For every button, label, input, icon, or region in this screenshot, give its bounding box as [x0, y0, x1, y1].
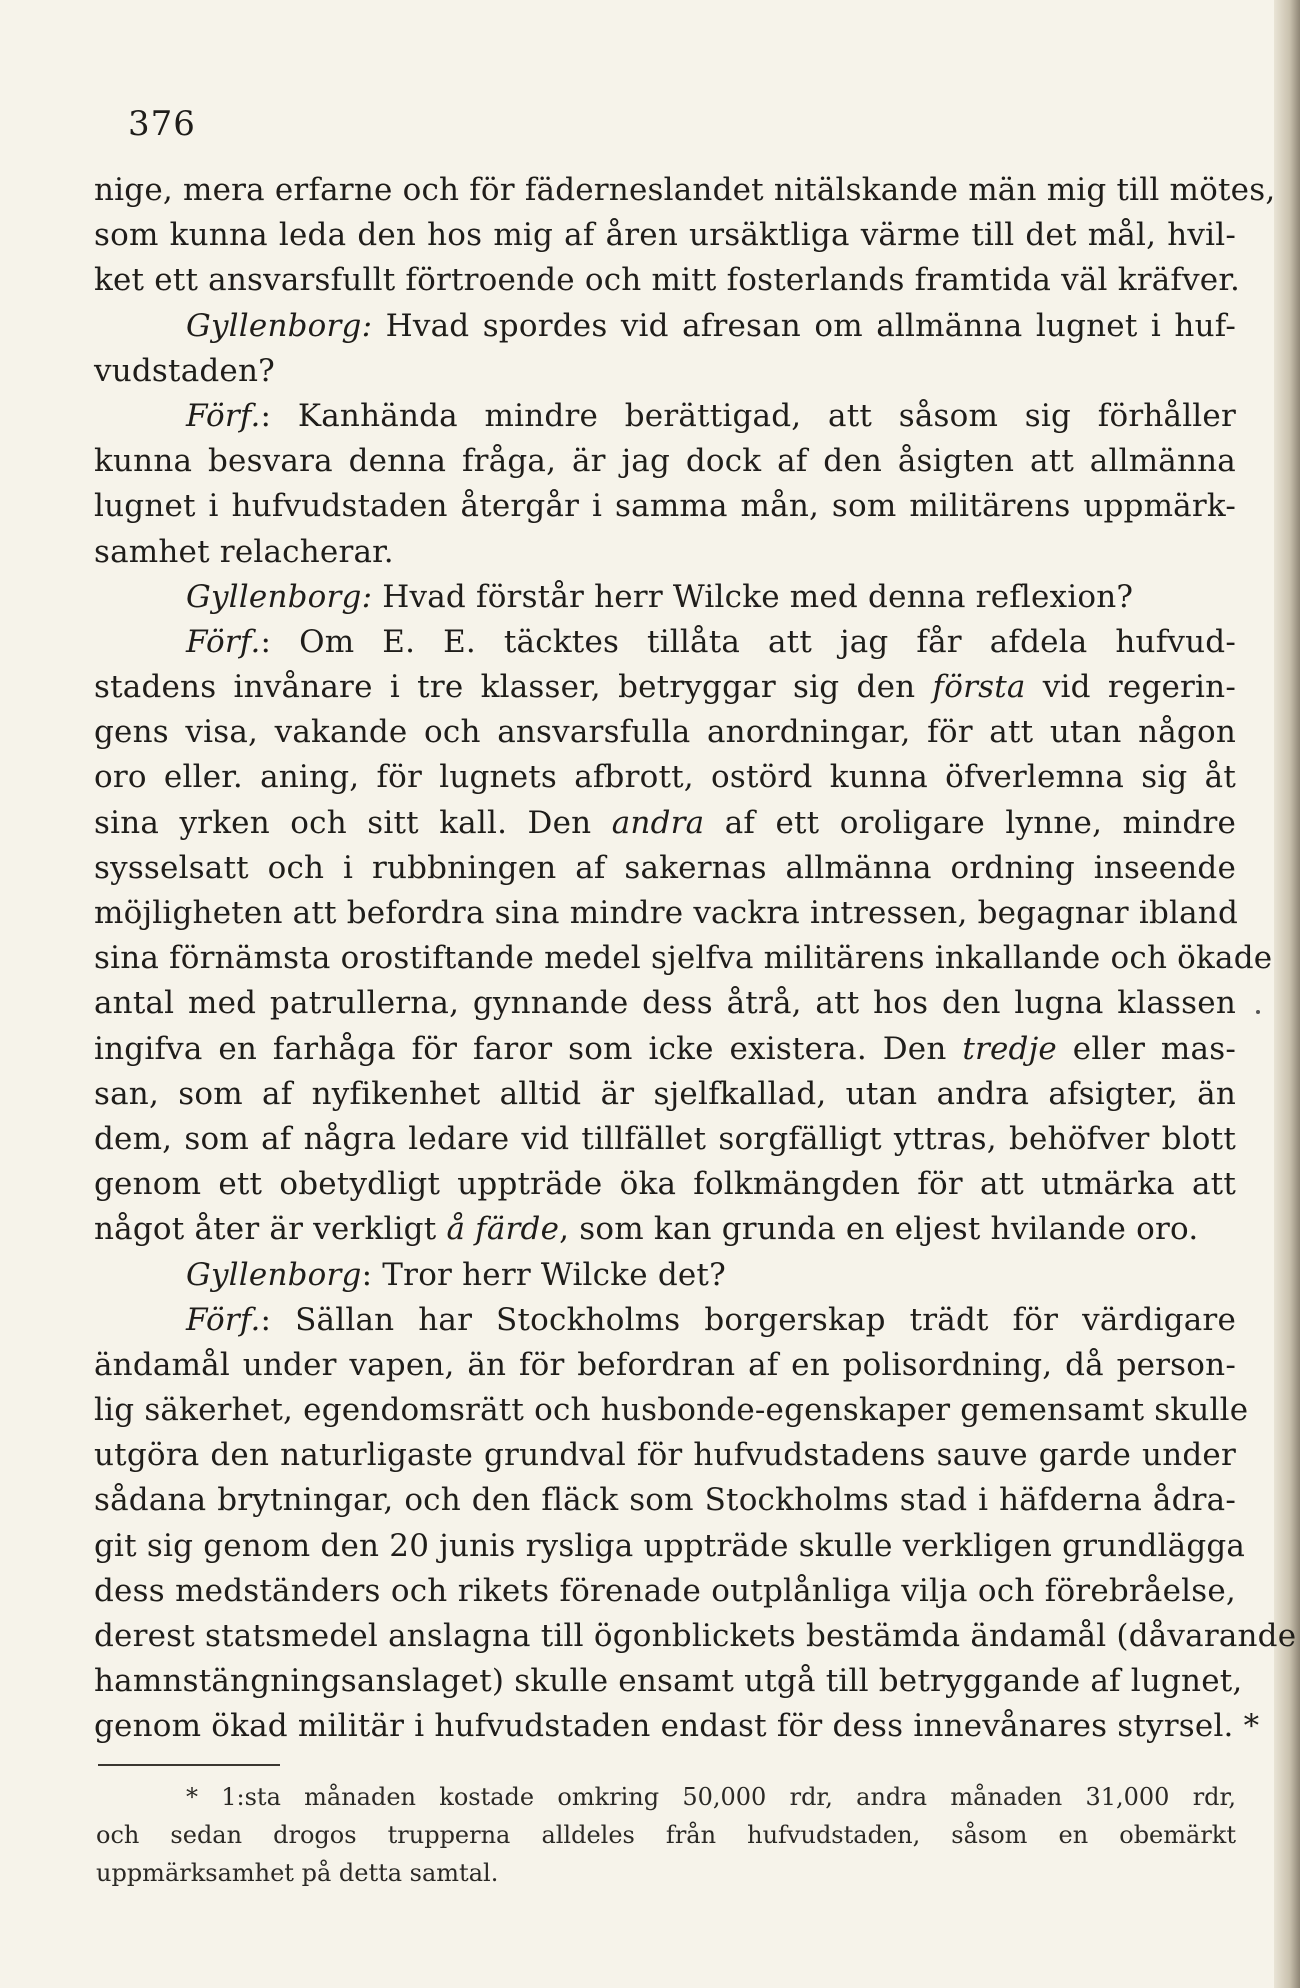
text-line — [94, 620, 1236, 665]
italic-text: Gyllenborg — [186, 1256, 362, 1293]
italic-text: Förf. — [186, 397, 261, 434]
text-span: som kunna leda den hos mig af åren ursäktliga värme till det mål, hvil- — [94, 217, 1236, 254]
text-span: sysselsatt och i rubbningen af sakernas allmänna ordning inseende — [94, 849, 1236, 886]
text-line — [94, 1162, 1236, 1207]
text-span: vid regerin- — [1025, 669, 1237, 706]
text-span: antal med patrullerna, gynnande dess åtrå, att hos den lugna klassen — [94, 985, 1236, 1022]
text-line — [94, 981, 1236, 1026]
italic-text: Gyllenborg: — [186, 307, 373, 344]
text-line — [94, 213, 1236, 258]
italic-text: Förf. — [186, 1301, 261, 1338]
text-line — [94, 710, 1236, 755]
text-line — [94, 1253, 1236, 1298]
text-line — [94, 575, 1236, 620]
text-span: git sig genom den 20 junis rysliga uppträde skulle verkligen grundlägga — [94, 1527, 1246, 1564]
italic-text: första — [932, 669, 1026, 706]
text-span: möjligheten att befordra sina mindre vackra intressen, begagnar ibland — [94, 895, 1239, 931]
text-span: : Sällan har Stockholms borgerskap trädt för värdigare — [260, 1301, 1236, 1338]
text-line — [94, 1659, 1243, 1704]
text-line — [94, 1072, 1236, 1117]
text-line — [94, 1027, 1236, 1072]
text-line — [94, 1298, 1236, 1343]
text-span: gens visa, vakande och ansvarsfulla anordningar, för att utan någon — [94, 714, 1236, 751]
text-span: samhet relacherar. — [94, 533, 394, 570]
text-span: lig säkerhet, egendomsrätt och husbonde-egenskaper gemensamt skulle — [94, 1392, 1249, 1429]
text-line — [94, 1207, 1236, 1252]
margin-mark — [1256, 1010, 1260, 1014]
footnote-line: * 1:sta månaden kostade omkring 50,000 rdr, andra månaden 31,000 rdr, — [186, 1783, 1236, 1811]
text-line — [94, 1388, 1249, 1433]
text-line — [94, 801, 1236, 846]
text-span: dess medständers och rikets förenade outplånliga vilja och förebråelse, — [94, 1572, 1236, 1609]
text-line — [94, 755, 1236, 800]
page-edge-shadow — [1274, 0, 1300, 1988]
italic-text: å färde — [446, 1211, 560, 1248]
text-span: derest statsmedel anslagna till ögonblickets bestämda ändamål (dåvarande — [94, 1618, 1297, 1654]
text-line — [94, 1569, 1236, 1614]
text-span: eller mas- — [1056, 1030, 1236, 1067]
text-span: kunna besvara denna fråga, är jag dock af den åsigten att allmänna — [94, 443, 1236, 480]
text-span: genom ett obetydligt uppträde öka folkmängden för att utmärka att — [94, 1166, 1236, 1203]
text-span: oro eller. aning, för lugnets afbrott, ostörd kunna öfverlemna sig åt — [94, 759, 1236, 796]
text-line — [94, 168, 1276, 213]
text-line — [94, 1343, 1236, 1388]
text-line — [94, 936, 1273, 981]
text-line — [94, 439, 1236, 484]
text-span: ket ett ansvarsfullt förtroende och mitt fosterlands framtida väl kräfver. — [94, 262, 1240, 299]
italic-text: tredje — [962, 1030, 1057, 1067]
text-span: utgöra den naturligaste grundval för hufvudstadens sauve garde under — [94, 1437, 1236, 1474]
text-span: lugnet i hufvudstaden återgår i samma mån, som militärens uppmärk- — [94, 488, 1236, 525]
text-span: san, som af nyfikenhet alltid är sjelfkallad, utan andra afsigter, än — [94, 1075, 1236, 1112]
text-span: genom ökad militär i hufvudstaden endast för dess innevånares styrsel. * — [94, 1708, 1260, 1745]
italic-text: Förf. — [186, 623, 261, 660]
text-span: af ett oroligare lynne, mindre — [704, 804, 1237, 841]
footnote-line: och sedan drogos trupperna alldeles från hufvudstaden, såsom en obemärkt — [96, 1821, 1236, 1849]
text-span: något åter är verkligt — [94, 1211, 447, 1248]
text-span: nige, mera erfarne och för fäderneslandet nitälskande män mig till mötes, — [94, 172, 1276, 208]
text-line — [94, 891, 1239, 936]
text-line — [94, 1614, 1297, 1659]
footnote-line: uppmärksamhet på detta samtal. — [96, 1859, 499, 1887]
text-span: Hvad förstår herr Wilcke med denna reflexion? — [372, 578, 1134, 615]
text-span: Hvad spordes vid afresan om allmänna lugnet i huf- — [372, 307, 1236, 344]
text-span: sina förnämsta orostiftande medel sjelfva militärens inkallande och ökade — [94, 940, 1273, 977]
text-line — [94, 665, 1236, 710]
text-line — [94, 846, 1236, 891]
page-number: 376 — [128, 104, 196, 144]
italic-text: andra — [611, 804, 705, 841]
text-line — [94, 394, 1236, 439]
italic-text: Gyllenborg: — [186, 578, 373, 615]
text-line — [94, 1704, 1260, 1749]
text-line — [94, 1524, 1246, 1569]
text-span: vudstaden? — [94, 352, 275, 389]
text-span: sina yrken och sitt kall. Den — [94, 804, 612, 841]
footnote-rule — [98, 1764, 280, 1766]
text-line — [94, 1433, 1236, 1478]
text-line — [94, 530, 1236, 575]
text-span: stadens invånare i tre klasser, betryggar sig den — [94, 669, 933, 706]
footnote — [96, 1778, 1236, 1892]
text-span: hamnstängningsanslaget) skulle ensamt utgå till betryggande af lugnet, — [94, 1663, 1243, 1700]
text-line — [94, 1117, 1236, 1162]
text-line — [94, 258, 1240, 303]
text-span: sådana brytningar, och den fläck som Stockholms stad i häfderna ådra- — [94, 1482, 1236, 1519]
text-span: : Kanhända mindre berättigad, att såsom sig förhåller — [260, 397, 1236, 434]
text-line — [94, 304, 1236, 349]
text-span: : Tror herr Wilcke det? — [361, 1256, 726, 1293]
text-span: ingifva en farhåga för faror som icke existera. Den — [94, 1030, 963, 1067]
text-span: , som kan grunda en eljest hvilande oro. — [559, 1211, 1199, 1248]
text-span: : Om E. E. täcktes tillåta att jag får afdela hufvud- — [260, 623, 1236, 660]
body-text — [94, 168, 1297, 1750]
text-span: dem, som af några ledare vid tillfället sorgfälligt yttras, behöfver blott — [94, 1120, 1236, 1157]
text-span: ändamål under vapen, än för befordran af en polisordning, då person- — [94, 1346, 1236, 1383]
text-line — [94, 349, 1236, 394]
text-line — [94, 1478, 1236, 1523]
text-line — [94, 484, 1236, 529]
